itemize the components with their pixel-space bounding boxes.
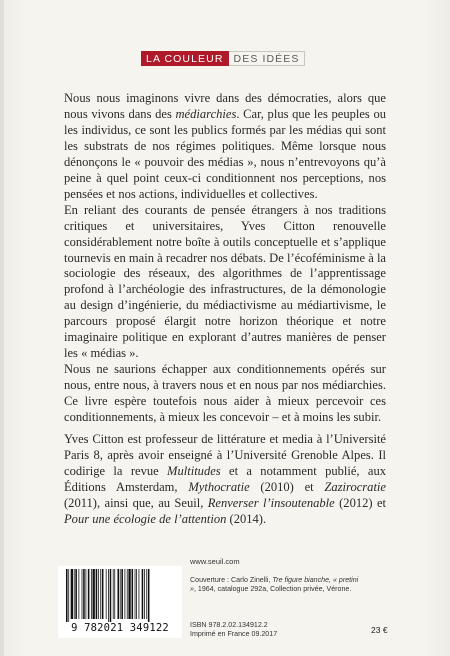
barcode-bar — [132, 569, 134, 619]
barcode-bar — [78, 569, 79, 619]
barcode-bars — [58, 566, 182, 624]
barcode-bar — [125, 569, 126, 619]
barcode-bar — [96, 569, 98, 619]
barcode-bar — [75, 569, 77, 619]
price: 23 € — [371, 625, 388, 635]
barcode-bar — [144, 569, 145, 619]
print-info: Imprimé en France 09.2017 — [190, 630, 278, 639]
barcode-bar — [91, 569, 92, 619]
barcode-bar — [102, 569, 104, 619]
blurb-paragraph-3: Nous ne saurions échapper aux conditionnements opérés sur nous, entre nous, à travers nous et en nous par nos médiarchies. Ce livre espère toutefois nous aider à mieux percevoir ces conditionnements, à mieux les concevoir – et à moins les subir. — [64, 362, 386, 425]
barcode-bar — [127, 569, 128, 619]
isbn-number: ISBN 978.2.02.134912.2 — [190, 621, 268, 629]
blurb-emphasis: médiarchies — [175, 106, 237, 121]
barcode-bar — [100, 569, 101, 619]
barcode-bar — [113, 569, 114, 619]
series-banner — [141, 51, 305, 66]
barcode-bar — [117, 569, 119, 619]
cover-credit: Couverture : Carlo Zinelli, Tre figure bianche, « pretini », 1964, catalogue 292a, Collection privée, Vérone. — [190, 576, 359, 594]
author-name: Yves Citton — [64, 432, 124, 446]
publisher-url: www.seuil.com — [190, 557, 240, 566]
barcode-bar — [120, 569, 121, 619]
barcode-bar — [106, 569, 107, 619]
barcode-bar — [148, 569, 150, 624]
barcode-bar — [139, 569, 140, 619]
barcode-bar — [88, 569, 90, 619]
blurb-paragraph-2: En reliant des courants de pensée étrangers à nos traditions critiques et universitaires, Yves Citton renouvelle considérablement notre boîte à outils conceptuelle et s’applique tournevis en main à recadrer nos débats. De l’écoféminisme à la sociologie des réseaux, des algorithmes de l’apprentissage profond à l’archéologie des infrastructures, de la démonologie au design d’ingénierie, du médiactivisme au médiartivisme, le parcours proposé élargit notre horizon théorique et notre imaginaire politique en explorant d’autres manières de penser les « médias ». — [64, 202, 386, 361]
barcode-bar — [98, 569, 99, 619]
barcode-bar — [142, 569, 144, 619]
cover-edge-shadow — [0, 0, 4, 656]
author-bio: Yves Citton est professeur de littérature et media à l’Université Paris 8, après avoir enseigné à l’Université Grenoble Alpes. Il codirige la revue Multitudes et a notamment publié, aux Éditions Amsterdam, Mythocratie (2010) et Zazirocratie (2011), ainsi que, au Seuil, Renverser l’insoutenable (2012) et Pour une écologie de l’attention (2014). — [64, 432, 387, 526]
book-blurb — [64, 91, 386, 426]
isbn-block — [190, 621, 277, 639]
barcode-bar — [108, 569, 109, 624]
barcode-bar — [135, 569, 136, 619]
blurb-paragraph-1: Nous nous imaginons vivre dans des démocraties, alors que nous vivons dans des médiarchies. Car, plus que les peuples ou les individus, ce sont les publics formés par les médias qui sont les substrats de nos régimes politiques. Même lorsque nous dénonçons le « pouvoir des médias », nous n’entrevoyons qu’à peine à quel point ceux-ci conditionnent nos perceptions, nos pensées et nos actions, individuelles et collectives. — [64, 91, 386, 201]
barcode-bar — [114, 569, 115, 619]
barcode-bar — [68, 569, 69, 624]
barcode-bar — [66, 569, 68, 624]
series-highlight: LA COULEUR — [141, 51, 229, 66]
barcode-bar — [83, 569, 85, 619]
series-rest: DES IDÉES — [229, 51, 306, 66]
barcode-bar — [74, 569, 75, 619]
barcode-bar — [121, 569, 123, 619]
barcode-bar — [82, 569, 83, 619]
barcode-bar — [128, 569, 130, 619]
isbn-barcode — [58, 566, 182, 638]
barcode-bar — [93, 569, 95, 619]
barcode-bar — [110, 569, 112, 624]
barcode-bar — [71, 569, 73, 619]
barcode-bar — [146, 569, 147, 619]
barcode-digits: 9 782021 349122 — [58, 622, 182, 634]
barcode-bar — [86, 569, 87, 619]
barcode-bar — [136, 569, 137, 619]
